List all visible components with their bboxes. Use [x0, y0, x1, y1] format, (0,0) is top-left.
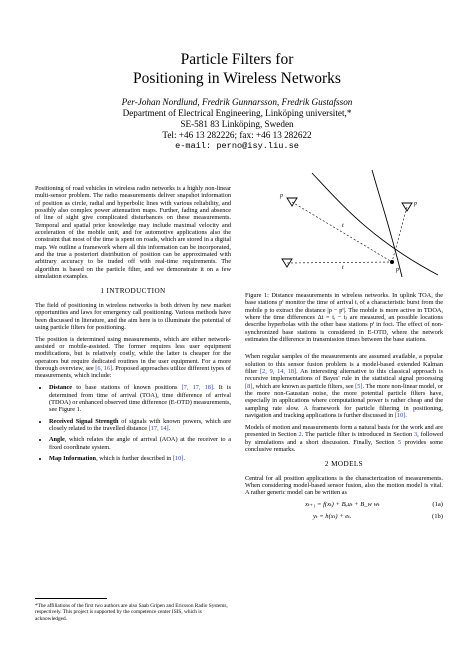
citation-link[interactable]: [10]	[394, 412, 406, 420]
address: SE-581 83 Linköping, Sweden	[180, 119, 294, 129]
label-t1: t	[342, 223, 344, 229]
equation-number: (1a)	[432, 501, 443, 509]
hyperbola-curve	[312, 173, 438, 275]
left-column	[35, 185, 231, 466]
citation-link[interactable]: [7, 17, 18]	[181, 384, 214, 392]
distance-line-t2	[287, 262, 392, 263]
text-run: provides some conclusive remarks.	[245, 438, 443, 454]
text-run: , which are known as particle filters, see	[252, 382, 356, 390]
text-run: , followed by simulations and a short discussion. Finally, Section	[245, 431, 443, 446]
list-item-text: of signals with known powers, which are closely related to the travelled distance	[49, 417, 231, 432]
author-block	[0, 97, 474, 152]
intro-p2-b: . Proposed approaches utilize different types of measurements, which include:	[35, 365, 231, 380]
equation-number: (1b)	[432, 512, 443, 520]
intro-paragraph-1: The field of positioning in wireless networks is both driven by new market opportunities and laws for emergency call positioning. Various methods have been discussed in literature, and the aim here is to illuminate the potential of using particle filters for positioning.	[35, 301, 231, 331]
text-run: . An interesting alternative to this classical approach is recursive implementations of Bayes' rule in the statistical signal processing	[245, 368, 443, 383]
label-mobile: p	[396, 267, 399, 273]
phone: Tel: +46 13 282226; fax: +46 13 282622	[162, 130, 312, 140]
text-run: . The particle filter is introduced in Section	[301, 431, 414, 439]
right-paragraph-2	[245, 424, 443, 453]
distance-line-t1	[292, 202, 392, 262]
label-base-station: p	[414, 201, 417, 207]
list-item-term: Received Signal Strength	[49, 417, 119, 425]
title-line-1: Particle Filters for	[180, 51, 294, 68]
list-item-tail: . It is determined from time of arrival (TOA), time difference of arrival (TDOA) or enhanced observed time difference (E-OTD) measurements, see Figure 1.	[49, 384, 231, 414]
equation-text: xₜ₊₁ = f(xₜ) + Bᵤuₜ + B_w wₜ	[305, 501, 380, 509]
list-item	[49, 436, 231, 451]
figure-1-caption: Figure 1: Distance measurements in wireless networks. In uplink TOA, the base stations pⁱ monitor the time of arrival tᵢ of a characteristic burst from the mobile p to extract the distance |p − pⁱ|. The mobile is more active in TDOA, where the time differences Δt = tᵢ − tⱼ are measured, an possible locations describe hyperbolas with the other base stations pⁱ in foci. The effect of non-synchronized base stations is considered in E-OTD, where the network estimates the difference in transmission times between the base stations.	[245, 292, 443, 344]
affiliation: Department of Electrical Engineering, Linköping universitet,*	[122, 108, 352, 118]
citation-link[interactable]: [8]	[245, 382, 253, 390]
email: e-mail: perno@isy.liu.se	[175, 141, 299, 151]
citation-link[interactable]: [5]	[355, 382, 363, 390]
text-run: . The more non-linear model, or the more non-Gaussian noise, the more potential particle filters have, especially in applications where computational power is rather cheap and the sampling rate slow. A framework for particle filtering in positioning, navigation and tracking applications is further discussed in	[245, 382, 443, 420]
section-link[interactable]: 5	[397, 438, 402, 446]
list-item-text: , which relates the angle of arrival (AOA) at the receiver to a fixed coordinate system.	[49, 436, 231, 451]
abstract: Positioning of road vehicles in wireless radio networks is a highly non-linear multi-sensor problem. The radio measurements deliver snapshot information of position as circle, radial and hyperbolic lines with various reliability, and possibly also complex power attenuation maps. Further, fading and absence of line of sight give complicated disturbances on these measurements. Temporal and spatial prior knowledge may include maximal velocity and acceleration of the mobile unit, and for automotive applications also the constraint that most of the time is spent on roads, which are stored in a digital map. We outline a framework where all this information can be incorporated, and the true a posteriori distribution of position can be approximated with arbitrary accuracy to be traded off with real-time requirements. The algorithm is based on the particle filter, and we demonstrate it on a few simulation examples.	[35, 185, 231, 281]
citation-link[interactable]: [6, 16]	[95, 365, 113, 373]
section-link[interactable]: 2	[298, 431, 302, 439]
list-item-text: to base stations of known positions	[72, 384, 182, 392]
distance-line-tj	[392, 207, 407, 262]
list-item-term: Map Information	[49, 455, 97, 462]
text-run: When regular samples of the measurements are assumed available, a popular solution to this sensor fusion problem is a model-based extended Kalman filter	[245, 353, 443, 376]
list-item	[49, 384, 231, 413]
intro-p2-a: The position is determined using measurements, which are either network-assisted or mobile-assisted. The former requires less user equipment modifications, but is relatively costly, while the latter is cheaper for the operators but require dedicated routines in the user equipment. For a more thorough overview, see	[35, 335, 231, 373]
right-paragraph-1	[245, 353, 443, 419]
hyperbola-curve	[372, 170, 402, 277]
citation-link[interactable]: [17, 14]	[148, 424, 169, 432]
list-item-term: Angle	[49, 436, 65, 444]
label-t2: t	[342, 265, 344, 271]
list-item	[49, 455, 231, 462]
list-item-tail: .	[183, 455, 185, 462]
models-paragraph: Central for all position applications is the characterization of measurements. When considering model-based sensor fusion, also the motion model is vital. A rather generic model can be written as	[245, 474, 443, 497]
citation-link[interactable]: [2, 9, 14, 18]	[260, 368, 297, 376]
title-line-2: Positioning in Wireless Networks	[133, 70, 341, 87]
section-link[interactable]: 3	[414, 431, 418, 439]
figure-1-diagram	[252, 165, 440, 280]
footnote-rule	[35, 598, 107, 599]
footnote: *The affiliations of the first two authors are also Saab Gripen and Ericsson Radio Systems, respectively. This project is supported by the competence center ISIS, which is acknowledged.	[35, 603, 228, 622]
paper-title	[0, 50, 474, 88]
text-run: Models of motion and measurements form a natural basis for the work and are presented in Section	[245, 424, 443, 439]
list-item-tail: .	[168, 424, 171, 432]
intro-paragraph-2	[35, 336, 231, 380]
section-1-heading: 1 INTRODUCTION	[100, 287, 166, 296]
list-item	[49, 418, 231, 433]
label-base-station: p	[280, 193, 283, 199]
equation-1b	[245, 513, 443, 520]
section-2-heading: 2 MODELS	[324, 460, 364, 469]
measurement-list	[35, 384, 231, 462]
equation-text: yₜ = h(xₜ) + eₜ.	[313, 512, 352, 520]
citation-link[interactable]: [10]	[172, 455, 184, 462]
author-names: Per-Johan Nordlund, Fredrik Gunnarsson, Fredrik Gustafsson	[121, 97, 353, 107]
right-column	[245, 292, 443, 522]
equation-1a	[245, 501, 443, 508]
mobile-unit-icon	[390, 260, 394, 264]
list-item-term: Distance	[49, 384, 73, 392]
text-run: .	[405, 412, 407, 420]
list-item-text: , which is further described in	[96, 455, 173, 462]
